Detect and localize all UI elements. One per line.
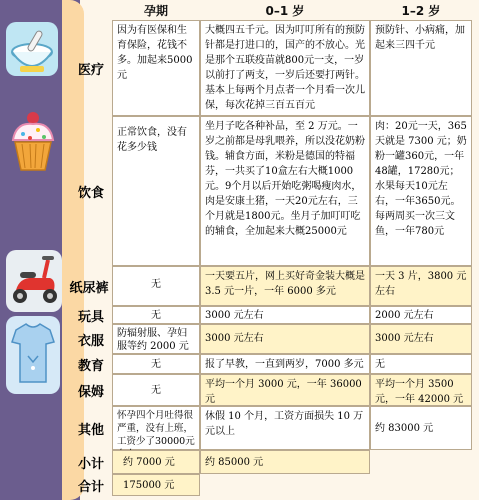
column-header-pregnancy: 孕期 [143,3,168,18]
cell-nanny-age-1-2: 平均一个月 3500 元，一年 42000 元 [370,374,472,406]
row-label-nanny: 保姆 [77,384,104,400]
cell-toys-pregnancy: 无 [112,306,200,324]
row-label-food: 饮食 [77,185,104,201]
row-label-medical: 医疗 [77,62,104,78]
row-label-other: 其他 [77,422,104,438]
cell-other-pregnancy: 怀孕四个月吐得很严重，没有上班，工资少了30000元 [112,406,200,450]
row-label-toys: 玩具 [77,309,104,325]
cell-education-age-0-1: 报了早教，一直到两岁，7000 多元 [200,354,370,374]
cell-food-age-0-1: 坐月子吃各种补品，至 2 万元。一岁之前都是母乳喂养，所以没花奶粉钱。辅食方面，米粉是德国的特福芬，一共买了10盒左右大概1000元。9个月以后开始吃粥喝瘦肉水，肉是安康土猪，一天20元左右，三个月就是1800元。坐月子加叮叮吃的辅食，全加起来大概25000元 [200,116,370,266]
cell-toys-age-0-1: 3000 元左右 [200,306,370,324]
cell-other-age-1-2: 约 83000 元 [370,406,472,450]
cell-medical-age-0-1: 大概四五千元。因为叮叮所有的预防针都是打进口的，国产的不放心。光是那个五联疫苗就800元一支，一岁以前打了两支，一岁后还要打两针。基本上每两个月点者一个月看一次儿保，每次花掉三百五百元 [200,20,370,116]
cell-subtotal-pregnancy: 约 7000 元 [112,450,200,474]
mortar-bowl-icon [6,22,58,76]
cell-diapers-pregnancy: 无 [112,266,200,306]
column-header-age-1-2: 1–2 岁 [401,3,441,18]
cell-medical-age-1-2: 预防针、小病痛，加起来三四千元 [370,20,472,116]
baby-clothes-icon [6,316,60,394]
cupcake-icon [8,110,58,174]
cell-clothing-pregnancy: 防辐射服、孕妇服等约 2000 元 [112,324,200,354]
cell-other-age-0-1: 休假 10 个月，工资方面损失 10 万元以上 [200,406,370,450]
cell-clothing-age-0-1: 3000 元左右 [200,324,370,354]
cell-total: 175000 元 [112,474,200,496]
cell-education-age-1-2: 无 [370,354,472,374]
cell-medical-pregnancy: 因为有医保和生育保险，花钱不多。加起来5000元 [112,20,200,116]
row-label-diapers: 纸尿裤 [69,280,109,296]
cell-education-pregnancy: 无 [112,354,200,374]
row-label-education: 教育 [77,358,104,374]
cell-subtotal-age-0-1: 约 85000 元 [200,450,370,474]
cell-food-pregnancy: 正常饮食，没有花多少钱 [112,116,200,266]
row-label-clothing: 衣服 [77,333,104,349]
cell-diapers-age-0-1: 一天要五片，网上买好奇金装大概是 3.5 元一片，一年 6000 多元 [200,266,370,306]
row-label-total: 合计 [77,479,104,495]
row-label-subtotal: 小计 [77,456,104,472]
cell-food-age-1-2: 肉：20元一天，365天就是 7300 元；奶粉一罐360元，一年48罐，17280元；水果每天10元左右，一年3650元。每两周买一次三文鱼，一年780元 [370,116,472,266]
cell-nanny-pregnancy: 无 [112,374,200,406]
column-header-age-0-1: 0–1 岁 [265,3,305,18]
cell-clothing-age-1-2: 3000 元左右 [370,324,472,354]
cell-nanny-age-0-1: 平均一个月 3000 元，一年 36000 元 [200,374,370,406]
cell-toys-age-1-2: 2000 元左右 [370,306,472,324]
cell-diapers-age-1-2: 一天 3 片，3800 元左右 [370,266,472,306]
scooter-icon [6,250,62,312]
